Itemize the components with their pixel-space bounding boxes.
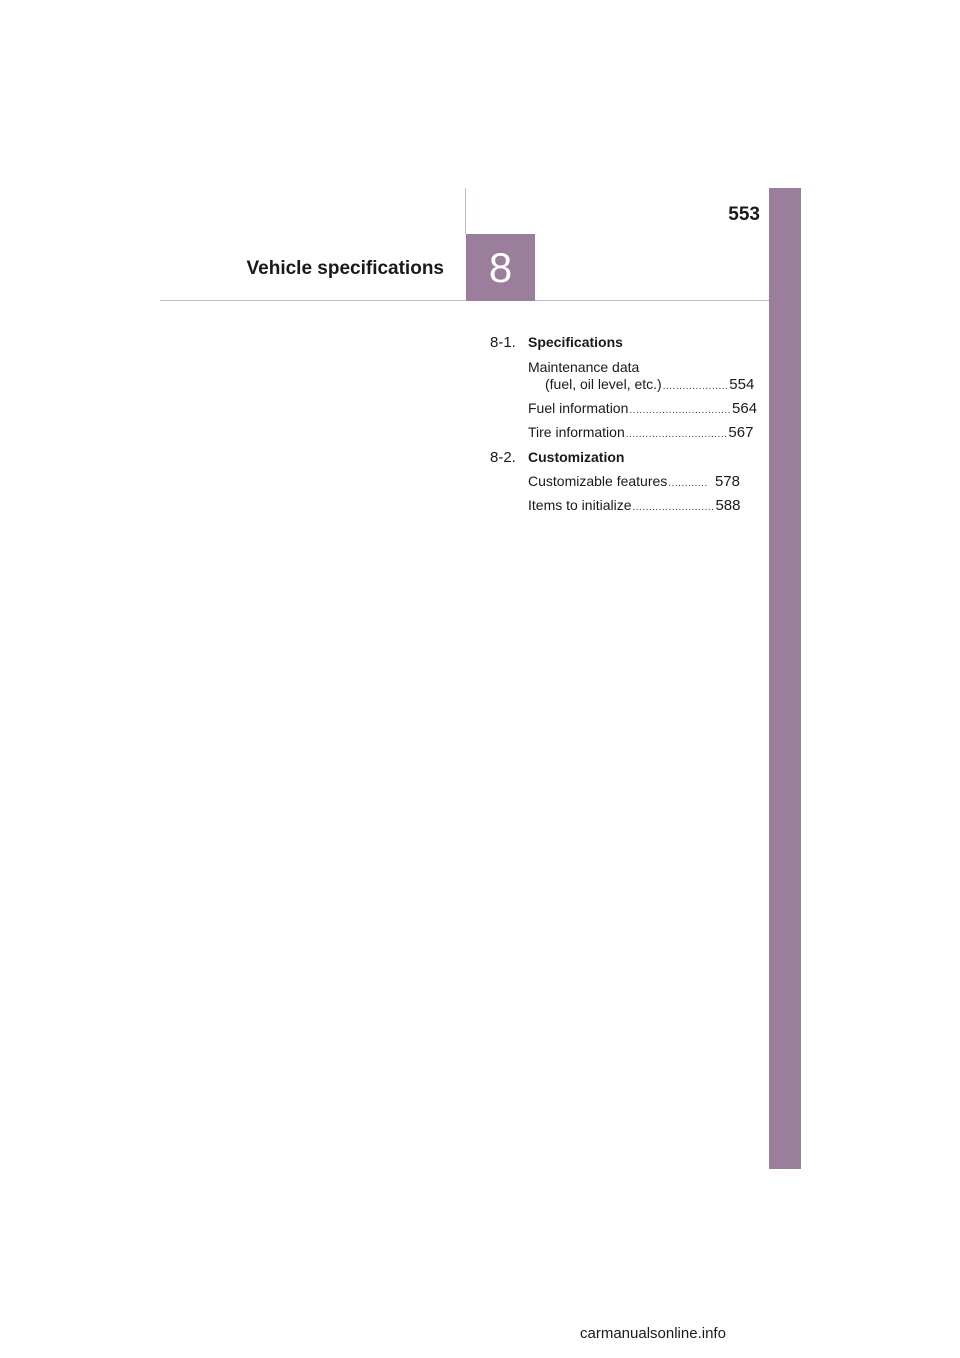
header-rule	[160, 300, 769, 301]
entry-label-cont: (fuel, oil level, etc.)	[545, 376, 662, 392]
chapter-title: Vehicle specifications	[246, 258, 444, 279]
section-number: 8-2.	[490, 449, 516, 466]
section-title: Customization	[528, 449, 625, 465]
entry-page: 564	[732, 400, 758, 417]
entry-page: 588	[715, 497, 741, 514]
table-of-contents	[490, 334, 758, 514]
entry-label: Items to initialize	[528, 497, 632, 513]
watermark: carmanualsonline.info	[580, 1325, 726, 1342]
entry-page: 578	[714, 473, 740, 490]
section-title: Specifications	[528, 334, 623, 350]
toc-entry-items-to-initialize[interactable]	[528, 497, 740, 514]
section-number: 8-1.	[490, 334, 516, 351]
entry-label: Fuel information	[528, 400, 629, 416]
dot-leader: .........................	[632, 502, 715, 513]
side-tab-bar	[769, 188, 801, 1169]
page-number: 553	[728, 204, 760, 225]
toc-entry-maintenance-data[interactable]	[490, 359, 755, 393]
chapter-number-box	[466, 234, 535, 301]
toc-entry-customizable-features[interactable]	[528, 473, 740, 490]
entry-label: Maintenance data	[528, 359, 640, 375]
toc-section-8-1	[490, 334, 740, 351]
dot-leader: ...............................	[629, 405, 732, 416]
toc-section-8-2	[490, 449, 740, 466]
entry-page: 554	[729, 376, 755, 393]
dot-leader: ............	[668, 478, 708, 489]
dot-leader: ...............................	[625, 429, 728, 440]
dot-leader: ....................	[662, 381, 729, 392]
entry-page: 567	[728, 424, 754, 441]
chapter-number: 8	[488, 243, 513, 291]
entry-label: Tire information	[528, 424, 625, 440]
toc-entry-tire-information[interactable]	[528, 424, 754, 441]
entry-label: Customizable features	[528, 473, 668, 489]
toc-entry-fuel-information[interactable]	[528, 400, 758, 417]
header-divider-vertical	[465, 188, 466, 234]
